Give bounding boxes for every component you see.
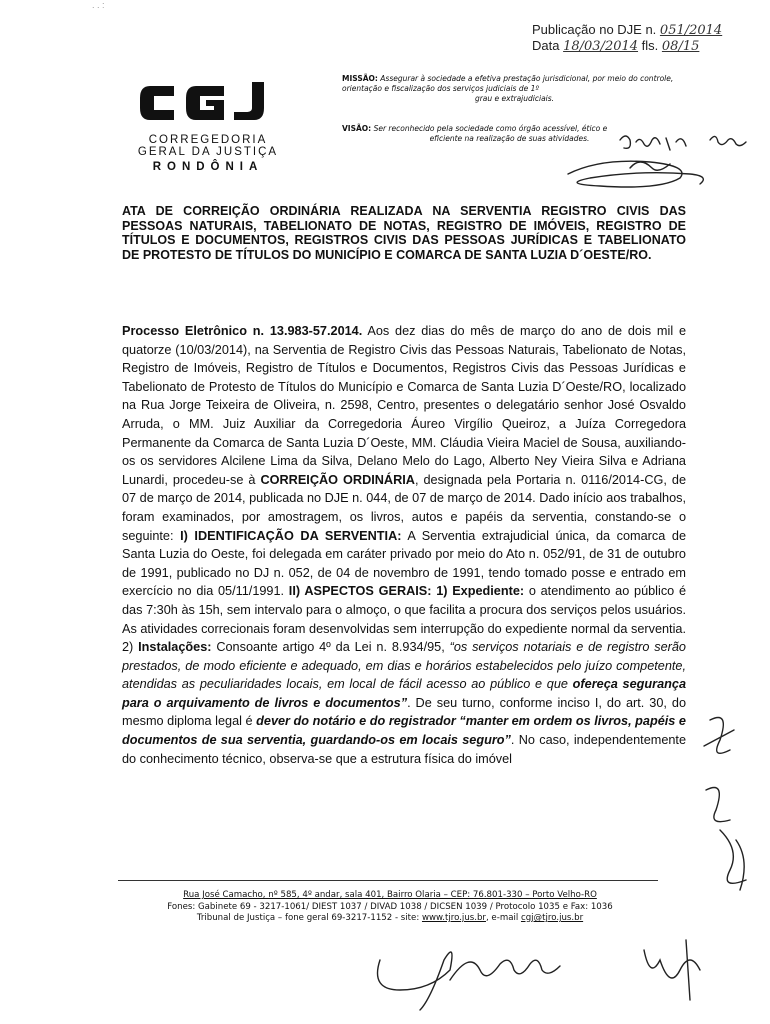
cgj-logo-mark-icon [136,78,276,128]
received-signature-icon [540,128,770,198]
body-paragraph-7: . No caso, independentemente do conhecimento técnico, observa-se que a estrutura física do imóvel [122,733,687,766]
footer-contact-mid: , e-mail [485,913,521,923]
body-paragraph-2: , designada pela Portaria n. 0116/2014-CG, de 07 de março de 2014, publicada no DJE n. 044, de 07 de março de 2014. Dado início aos trabalhos, foram examinados, por amostragem, os livros, autos e papéis da serventia, constando-se o seguinte: [122,472,687,543]
stamp-publication-number: 051/2014 [659,23,723,38]
body-paragraph-6: . De seu turno, conforme inciso I, do art. 30, do mesmo diploma legal é [122,695,686,729]
logo-org-name [128,134,288,158]
stamp-publication-label: Publicação no DJE n. [532,22,657,37]
footer-email-link[interactable]: cgj@tjro.jus.br [520,913,584,923]
logo-name-line1: CORREGEDORIA [148,134,268,146]
mission-label: MISSÃO: [342,74,378,83]
document-body [122,322,686,768]
body-paragraph-4: o atendimento ao público é das 7:30h às 15h, sem intervalo para o almoço, o que facilita a procura dos serviços pelos usuários. As atividades correcionais foram desenvolvidas sem interrupção do expediente normal da serventia. 2) [122,584,687,655]
logo-state: RONDÔNIA [152,161,264,173]
stamp-line-publication [532,22,770,38]
section-identificacao: I) IDENTIFICAÇÃO DA SERVENTIA: [180,528,402,543]
vision-text-end: eficiente na realização de suas atividades. [429,134,590,143]
instalacoes-label: Instalações: [138,640,212,655]
mission-statement [342,74,687,104]
footer-site-link[interactable]: www.tjro.jus.br [421,913,486,923]
margin-initials-icon [690,700,770,900]
stamp-line-date [532,38,770,54]
vision-text: Ser reconhecido pela sociedade como órgão acessível, ético e [373,124,608,133]
body-paragraph-3: A Serventia extrajudicial única, da comarca de Santa Luzia do Oeste, foi delegada em caráter privado por meio do Ato n. 052/91, de 31 de outubro de 1991, publicado no DJ n. 052, de 04 de novembro de 1991, tendo tomado posse e entrado em exercício no dia 05/11/1991. [122,528,686,599]
scan-mark: . . : [92,0,105,10]
stamp-date-value: 18/03/2014 [563,39,639,54]
body-paragraph-5: Consoante artigo 4º da Lei n. 8.934/95, [211,640,450,655]
mission-text: Assegurar à sociedade a efetiva prestação jurisdicional, por meio do controle, orientação e fiscalização dos serviços judiciais de 1º [342,74,674,93]
logo-name-line2: GERAL DA JUSTIÇA [137,146,279,158]
stamp-date-label: Data [532,38,560,53]
footer-contact-prefix: Tribunal de Justiça – fone geral 69-3217-1152 - site: [196,913,422,923]
vision-label: VISÃO: [342,124,372,133]
law-quote-2: dever do notário e do registrador “manter em ordem os livros, papéis e documentos de sua serventia, guardando-os em locais seguro” [122,714,686,748]
section-aspectos-gerais: II) ASPECTOS GERAIS: 1) Expediente: [288,584,525,599]
stamp-fls-value: 08/15 [661,39,700,54]
correicao-label: CORREIÇÃO ORDINÁRIA [260,472,415,487]
cgj-logo [128,78,288,173]
publication-stamp [532,22,770,54]
mission-text-end: grau e extrajudiciais. [474,94,555,103]
body-paragraph-1: Aos dez dias do mês de março do ano de dois mil e quatorze (10/03/2014), na Serventia de Registro Civis das Pessoas Naturais, Tabelionato de Notas, Registro de Imóveis, Registro de Títulos e Documentos, Registros Civis das Pessoas Jurídicas e Tabelionato de Protesto de Títulos do Município e Comarca de Santa Luzia D´Oeste/RO, localizado na Rua Jorge Teixeira de Oliveira, n. 2598, Centro, presentes o delegatário senhor José Osvaldo Arruda, o MM. Juiz Auxiliar da Corregedoria Áureo Virgílio Queiroz, a Juíza Corregedora Permanente da Comarca de Santa Luzia D´Oeste, MM. Cláudia Vieira Maciel de Sousa, auxiliando-os os servidores Alcilene Lima da Silva, Delano Melo do Lago, Alberto Ney Vieira Silva e Adriana Lunardi, procedeu-se à [122,324,687,487]
footer-divider [118,880,658,881]
process-number: Processo Eletrônico n. 13.983-57.2014. [122,324,363,338]
stamp-fls-label: fls. [641,38,659,53]
footer-phones: Fones: Gabinete 69 - 3217-1061/ DIEST 1037 / DIVAD 1038 / DICSEN 1039 / Protocolo 1035 e Fax: 1036 [167,901,613,912]
document-title: ATA DE CORREIÇÃO ORDINÁRIA REALIZADA NA SERVENTIA REGISTRO CIVIS DAS PESSOAS NATURAIS, TABELIONATO DE NOTAS, REGISTRO DE IMÓVEIS, REGISTRO DE TÍTULOS E DOCUMENTOS, REGISTROS CIVIS DAS PESSOAS JURÍDICAS E TABELIONATO DE PROTESTO DE TÍTULOS DO MUNICÍPIO E COMARCA DE SANTA LUZIA D´OESTE/RO. [122,204,686,262]
bottom-signature-icon [360,920,770,1020]
law-quote-1-bold: ofereça segurança para o arquivamento de livros e documentos” [122,677,686,710]
footer-address: Rua José Camacho, nº 585, 4º andar, sala 401, Bairro Olaria – CEP: 76.801-330 – Porto Velho-RO [183,890,597,900]
law-quote-1: “os serviços notariais e de registro serão prestados, de modo eficiente e adequado, em dias e horários estabelecidos pelo juízo competente, atendidas as peculiaridades locais, em local de fácil acesso ao público e que [122,640,686,692]
